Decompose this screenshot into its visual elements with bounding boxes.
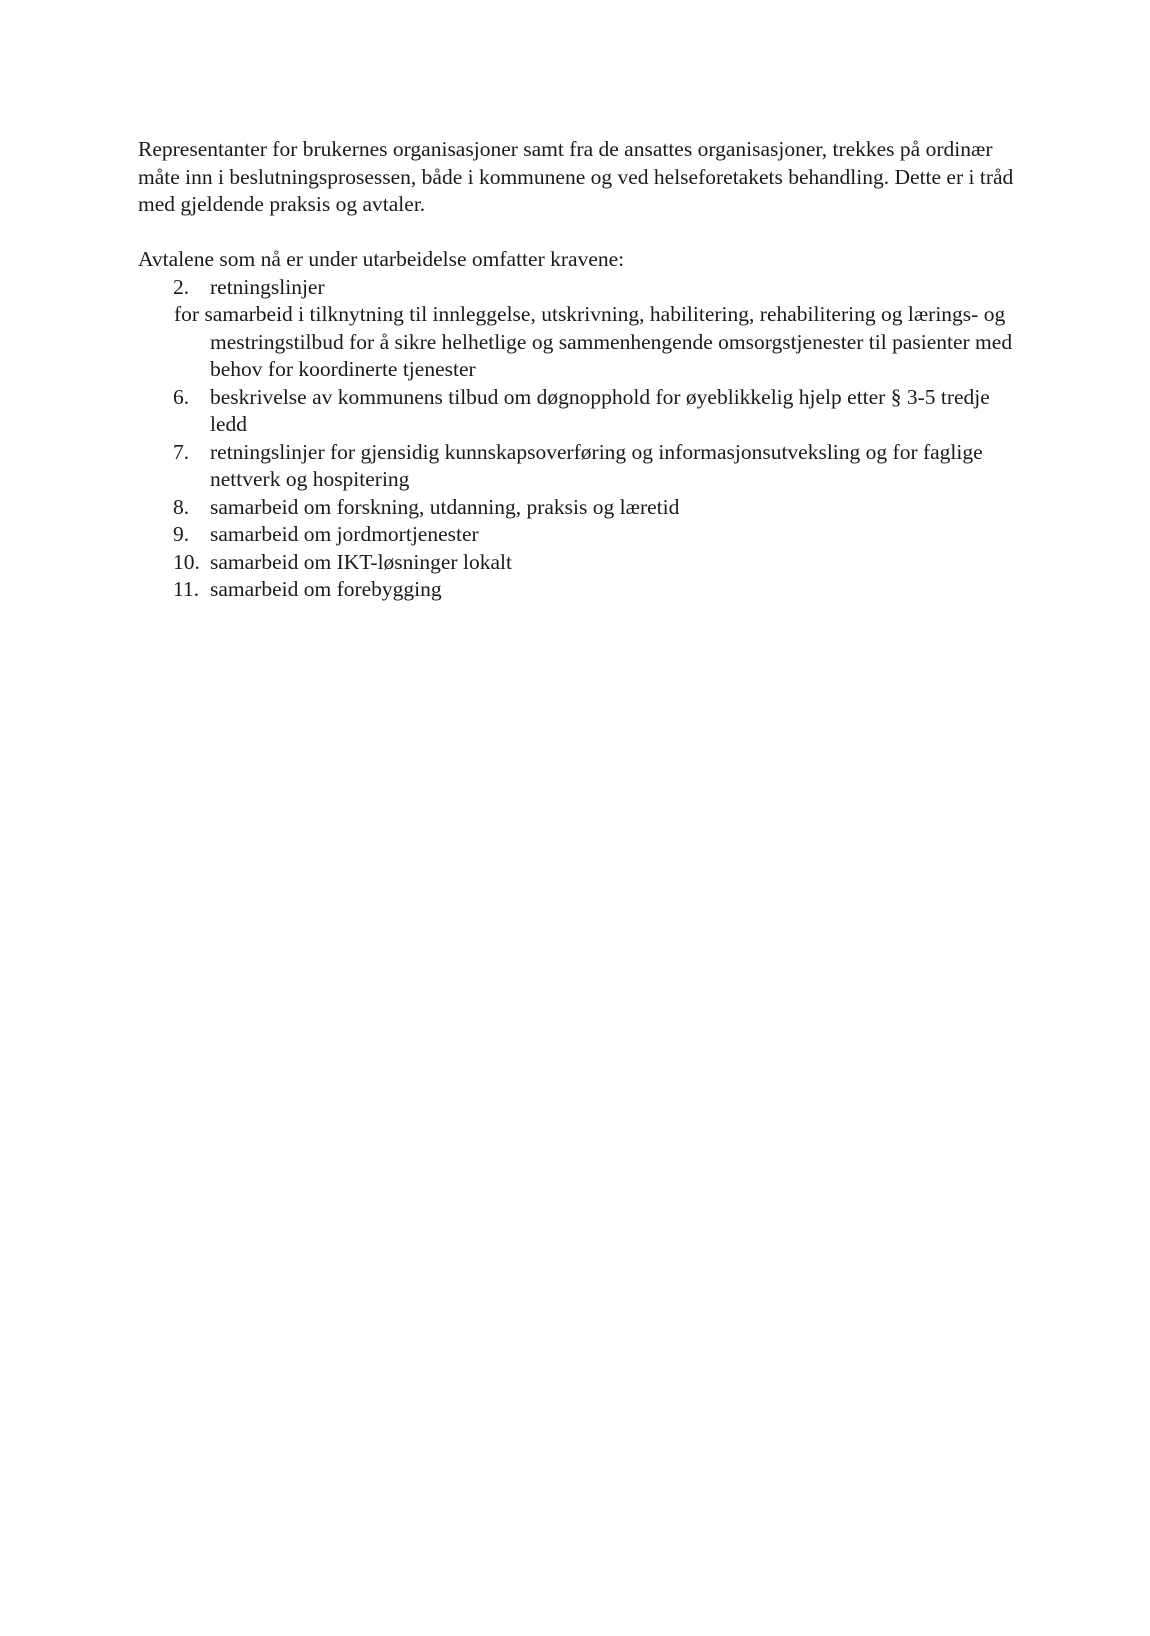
list-item-2 bbox=[138, 274, 1018, 302]
list-number: 8. bbox=[173, 494, 190, 519]
list-text: retningslinjer for gjensidig kunnskapsoverføring og informasjonsutveksling og for faglige nettverk og hospitering bbox=[210, 439, 983, 491]
document-page bbox=[138, 136, 1018, 604]
list-text: samarbeid om forebygging bbox=[210, 577, 442, 601]
list-text: beskrivelse av kommunens tilbud om døgnopphold for øyeblikkelig hjelp etter § 3-5 tredje ledd bbox=[210, 384, 990, 436]
list-number: 9. bbox=[173, 522, 190, 546]
list-text: samarbeid om IKT-løsninger lokalt bbox=[210, 549, 512, 574]
continuation-text: for samarbeid i tilknytning til innleggelse, utskrivning, habilitering, rehabilitering og lærings- og mestringstilbud for å sikre helhetlige og sammenhengende omsorgstjenester til pasienter med behov for koordinerte tjenester bbox=[174, 302, 1013, 381]
list-item-10 bbox=[138, 549, 1018, 577]
paragraph-gap bbox=[138, 219, 1018, 247]
list-item-9 bbox=[138, 521, 1018, 549]
lead-paragraph: Avtalene som nå er under utarbeidelse omfatter kravene: bbox=[138, 247, 625, 271]
list-number: 7. bbox=[173, 439, 190, 464]
list-number: 6. bbox=[173, 384, 190, 409]
list-text: samarbeid om jordmortjenester bbox=[210, 522, 479, 546]
list-item-6 bbox=[138, 384, 1018, 439]
requirements-list bbox=[138, 274, 1018, 604]
list-item-8 bbox=[138, 494, 1018, 522]
list-number: 10. bbox=[173, 549, 200, 574]
list-number: 11. bbox=[173, 577, 200, 601]
list-number: 2. bbox=[173, 274, 190, 299]
list-continuation bbox=[138, 301, 1018, 384]
intro-paragraph: Representanter for brukernes organisasjoner samt fra de ansattes organisasjoner, trekkes på ordinær måte inn i beslutningsprosessen, både i kommunene og ved helseforetakets behandling. Dette er i tråd med gjeldende praksis og avtaler. bbox=[138, 137, 1014, 216]
list-item-11 bbox=[138, 576, 1018, 604]
list-item-7 bbox=[138, 439, 1018, 494]
list-text: retningslinjer bbox=[210, 274, 325, 299]
list-text: samarbeid om forskning, utdanning, praksis og læretid bbox=[210, 494, 680, 519]
